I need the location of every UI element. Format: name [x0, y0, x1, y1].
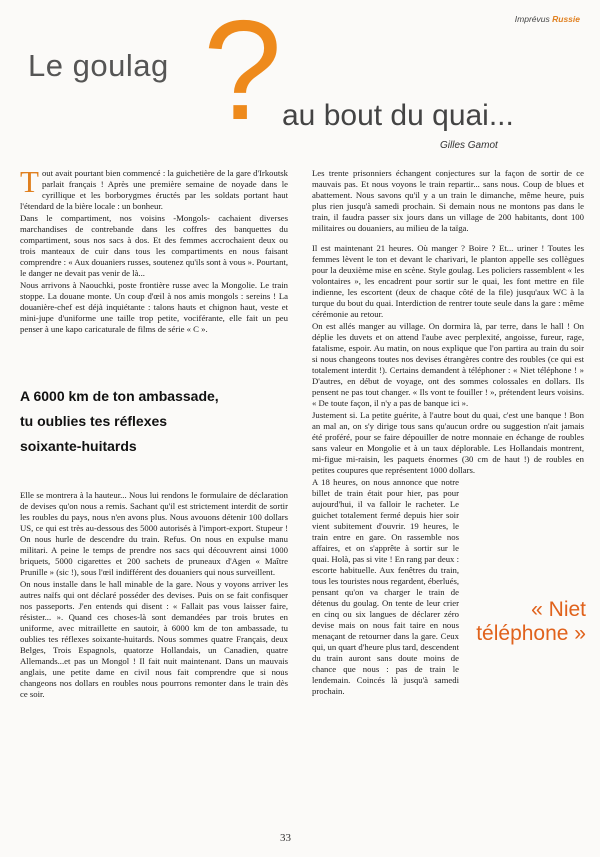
- paragraph: Les trente prisonniers échangent conjectures sur la façon de sortir de ce mauvais pas. Et nous voyons le train repartir... sans nous. Coup de blues et abattement. Nous savons qu'il y a un train le dimanche, même heure, puis plus rien jusqu'à samedi prochain. Si demain nous ne montons pas dans le train, il faudra passer six jours dans un village de 200 habitants, dont 100 militaires ou douaniers, au milieu de la taïga.: [312, 168, 584, 233]
- subheading-line: soixante-huitards: [20, 438, 137, 454]
- drop-cap: T: [20, 164, 39, 199]
- paragraph: Elle se montrera à la hauteur... Nous lui rendons le formulaire de déclaration de devises qu'on nous a remis. Sachant qu'il est strictement interdit de sortir les roubles du pays, nous n'en avons plus. Nous avouons détenir 100 dollars US, ce qui est très au-dessous des 5000 autorisés à l'import-export. Stupeur ! On nous hurle de descendre du train. Refus. On nous en expulse manu militari. A peine le temps de prendre nos sacs qui découvrent ainsi 1000 briquets, 5000 cigarettes et 200 sachets de pruneaux d'Agen « Maître Prunille » (sic !), sous l'œil indifférent des douaniers qui nous surveillent.: [20, 490, 288, 577]
- subheading: [20, 384, 290, 459]
- paragraph-text: out avait pourtant bien commencé : la guichetière de la gare d'Irkoutsk parlait français ! Après une première semaine de noyade dans le cyrillique et les borborygmes éructés par les soldats portant haut l'étendard de la bière locale : un bonheur.: [20, 168, 288, 211]
- paragraph: A 18 heures, on nous annonce que notre billet de train était pour hier, pas pour aujourd'hui, il va falloir le racheter. Le guichet totalement fermé depuis hier soir vient subitement d'ouvrir. 19 heures, le train entre en gare. On rassemble nos affaires, et on s'apprête à sortir sur le quai. Holà, pas si vite ! En rang par deux : escorte habituelle. Aux fenêtres du train, tous les touristes nous regardent, éberlués, pensant qu'on va charger le train de détenus du goulag. On tente de leur crier en cinq ou six langues de déclarer zéro devise mais on nous fait taire en nous menaçant de retourner dans la gare. Ceux qui, un quart d'heure plus tard, descendent du train auront sans doute moins de chance que nous : pas de train le lendemain. Coincés là jusqu'à samedi prochain.: [312, 477, 459, 696]
- author-byline: Gilles Gamot: [440, 140, 498, 151]
- paragraph: Il est maintenant 21 heures. Où manger ? Boire ? Et... uriner ! Toutes les femmes lèvent le ton et devant le charivari, le planton appelle ses collègues pour la deuxième mise en scène. Style goulag. Les policiers rassemblent « les volontaires », les encadrent pour sortir sur le quai, les font mettre en file indienne, les escortent (deux de chaque côté de la file) jusqu'aux WC à la turque du bout du quai. Interdiction de rentrer toute seule dans la gare : même cérémonie au retour.: [312, 243, 584, 319]
- subheading-line: tu oublies tes réflexes: [20, 413, 168, 429]
- page-number: 33: [280, 832, 291, 844]
- paragraph: [20, 164, 288, 212]
- pull-quote: « Niet téléphone »: [476, 598, 586, 645]
- rubric-country: Russie: [552, 14, 580, 24]
- section-rubric: [515, 14, 580, 24]
- column-left-bottom: [20, 490, 288, 701]
- column-left-top: [20, 164, 288, 336]
- paragraph: Dans le compartiment, nos voisins -Mongols- cachaient diverses marchandises de contrebande dans les coffres des banquettes du compartiment, sous nos sacs à dos. Et des femmes accrochaient deux ou trois manteaux de cuir dans tous les compartiments en nous faisant comprendre : « Aux douaniers russes, soutenez qu'ils sont à vous ». Pourtant, le danger ne devait pas venir de là...: [20, 213, 288, 278]
- rubric-section: Imprévus: [514, 14, 550, 24]
- paragraph: Justement si. La petite guérite, à l'autre bout du quai, c'est une banque ! Bon an mal an, on s'y dirige tous sans qu'aucun ordre ou suggestion n'ait jamais été proféré, pour se faire dépouiller de notre monnaie en échange de roubles sans valeur en Mongolie et à un taux déplorable. Les Hollandais montrent, mi-figue mi-raisin, les paquets énormes (30 cm de haut !) de roubles en petites coupures que représentent 1000 dollars.: [312, 410, 584, 475]
- paragraph: On nous installe dans le hall minable de la gare. Nous y voyons arriver les autres naïfs qui ont déclaré posséder des devises. Puis on se fait confisquer nos passeports. J'en entends qui disent : « Fallait pas vous laisser faire, résister... ». Quand ces choses-là sont demandées par trois brutes en uniforme, avec mitraillette en sautoir, à 6000 km de ton ambassade, tu oublies tes réflexes soixante-huitards. Nous sommes quatre Français, deux Belges, Trois Espagnols, quatorze Hollandais, un Canadien, quatre Allemands...et pas un Mongol ! Il fait nuit maintenant. Dans un mauvais anglais, une petite dame en civil nous fait comprendre que si nous changeons nos dollars en roubles nous pourrons remonter dans le train dès ce soir.: [20, 579, 288, 699]
- title-left: Le goulag: [28, 48, 169, 83]
- title-question-mark: ?: [203, 0, 282, 150]
- subheading-line: A 6000 km de ton ambassade,: [20, 388, 219, 404]
- paragraph: On est allés manger au village. On dormira là, par terre, dans le hall ! On déplie les duvets et on attend l'aube avec perplexité, angoisse, fureur, rage, fatalisme, espoir. Au matin, on nous explique que l'on partira au train du soir si nous changeons toutes nos devises étrangères contre des roubles (ce qui est totalement interdit !). Certains demandent à téléphoner : « Niet téléphone ! » D'autres, en début de voyage, ont des sommes colossales en dollars. Ils pensent ne pas tout changer. « Ils vont te fouiller ! », prétendent leurs voisins. « De toute façon, il n'y a pas de banque ici ».: [312, 321, 584, 408]
- paragraph: Nous arrivons à Naouchki, poste frontière russe avec la Mongolie. Le train stoppe. La douane monte. Un coup d'œil à nos amis mongols : sereins ! La douanière-chef est déjà inquiétante : talons hauts et chignon haut, veste et mini-jupe d'uniforme une taille trop petite, vociférante, elle fait un peu penser à une kapo caricaturale de films de série « C ».: [20, 280, 288, 334]
- title-right: au bout du quai...: [282, 99, 514, 132]
